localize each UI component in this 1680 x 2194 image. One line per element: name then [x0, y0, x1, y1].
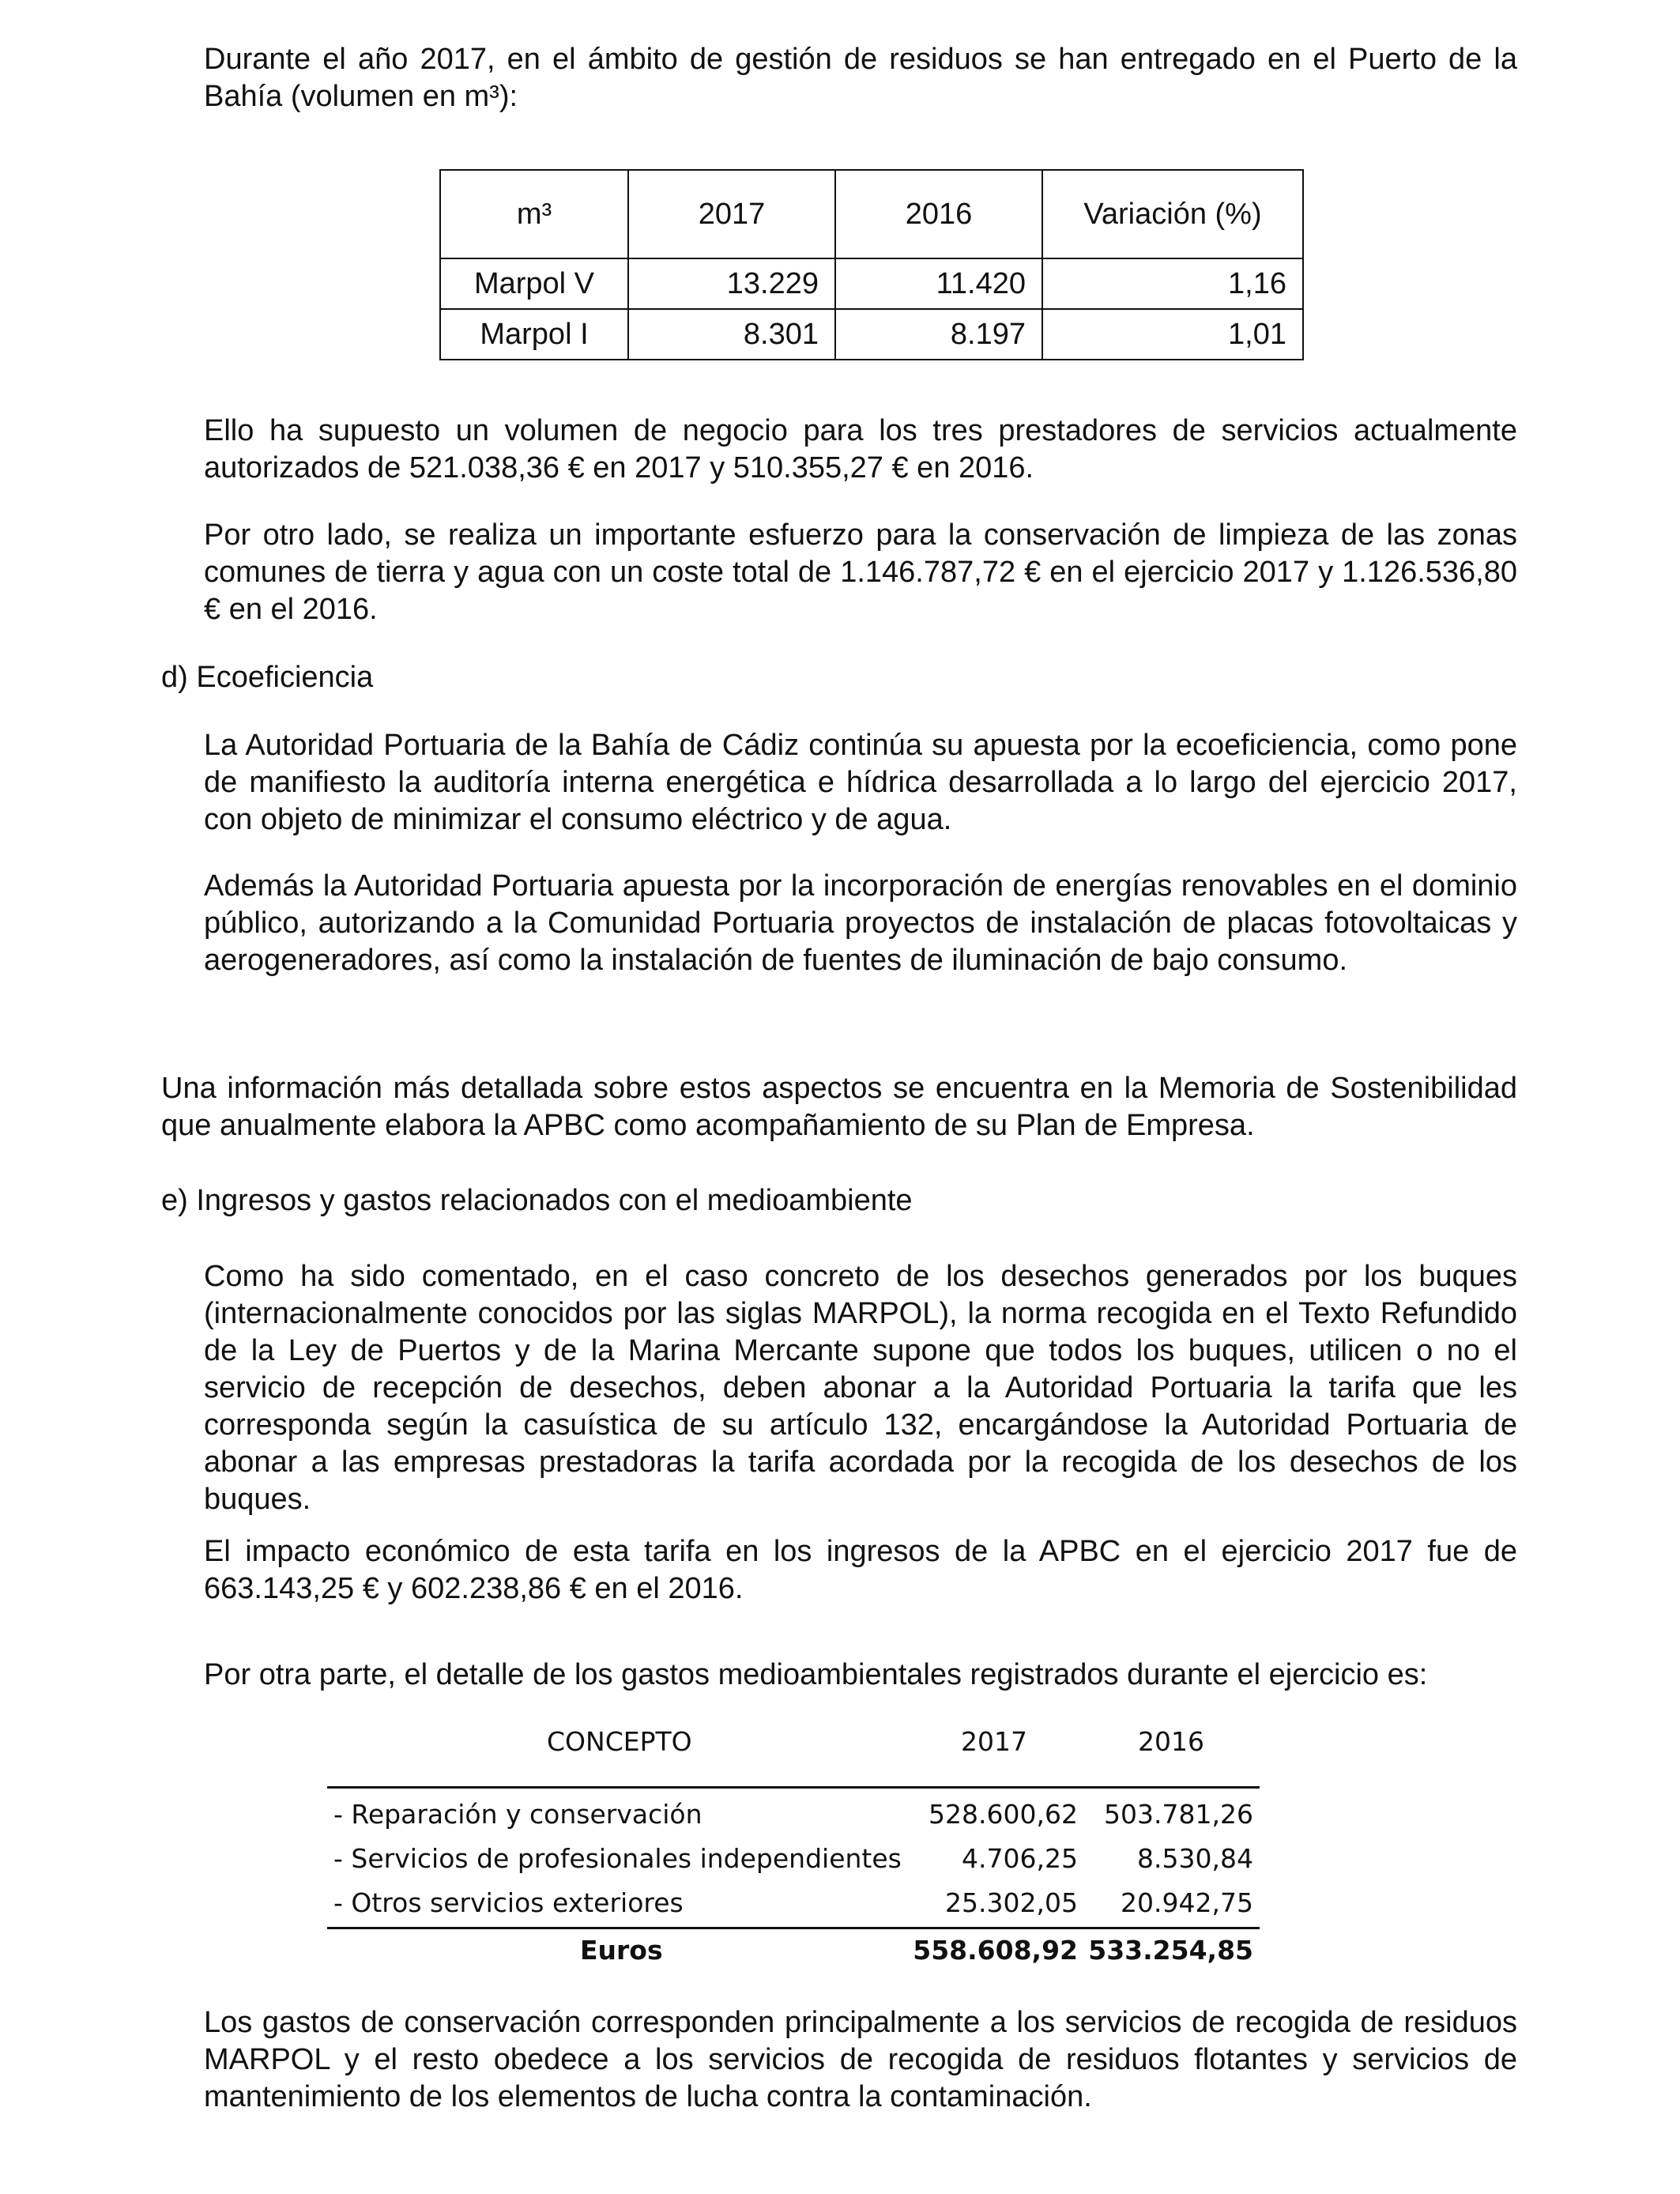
cleaning-cost-paragraph: Por otro lado, se realiza un importante esfuerzo para la conservación de limpieza de las zonas comunes de tierra y agua con un coste total de 1.146.787,72 € en el ejercicio 2017 y 1.126.536,80 € en el 2016.	[204, 518, 1517, 626]
table-row	[440, 258, 1303, 309]
table-total-row	[327, 1928, 1260, 1973]
column-header-concepto: CONCEPTO	[547, 1726, 692, 1757]
section-heading-e: e) Ingresos y gastos relacionados con el medioambiente	[161, 1184, 913, 1217]
table-row	[327, 1881, 1260, 1925]
intro-paragraph: Durante el año 2017, en el ámbito de gestión de residuos se han entregado en el Puerto de la Bahía (volumen en m³):	[204, 43, 1517, 113]
table-header-row	[440, 170, 1303, 258]
marpol-paragraph: Como ha sido comentado, en el caso concreto de los desechos generados por los buques (internacionalmente conocidos por las siglas MARPOL), la norma recogida en el Texto Refundido de la Ley de Puertos y de la Marina Mercante supone que todos los buques, utilicen o no el servicio de recepción de desechos, deben abonar a la Autoridad Portuaria la tarifa que les corresponda según la casuística de su artículo 132, encargándose la Autoridad Portuaria de abonar a las empresas prestadoras la tarifa acordada por la recogida de los desechos de los buques.	[204, 1260, 1517, 1516]
cell-2016: 8.197	[835, 309, 1042, 360]
value-2017-cell: 4.706,25	[962, 1843, 1078, 1874]
section-heading-d: d) Ecoeficiencia	[161, 661, 374, 694]
table-top-rule	[327, 1786, 1260, 1789]
cell-variation: 1,01	[1042, 309, 1303, 360]
header-cell: 2016	[835, 170, 1042, 258]
row-label: Marpol V	[440, 258, 628, 309]
total-label: Euros	[580, 1935, 663, 1966]
table-row	[440, 309, 1303, 360]
expenses-intro-paragraph: Por otra parte, el detalle de los gastos medioambientales registrados durante el ejercicio es:	[204, 1658, 1428, 1691]
cell-2017: 13.229	[628, 258, 835, 309]
value-2017-cell: 25.302,05	[945, 1887, 1078, 1918]
cell-2016: 11.420	[835, 258, 1042, 309]
table-row	[327, 1793, 1260, 1837]
concept-cell: - Servicios de profesionales independientes	[333, 1843, 902, 1874]
row-label: Marpol I	[440, 309, 628, 360]
value-2016-cell: 20.942,75	[1121, 1887, 1253, 1918]
column-header-2016: 2016	[1138, 1726, 1204, 1757]
table-row	[327, 1837, 1260, 1881]
waste-volume-table	[439, 169, 1304, 360]
business-volume-paragraph: Ello ha supuesto un volumen de negocio para los tres prestadores de servicios actualmente autorizados de 521.038,36 € en 2017 y 510.355,27 € en 2016.	[204, 414, 1517, 484]
header-cell: 2017	[628, 170, 835, 258]
header-cell: Variación (%)	[1042, 170, 1303, 258]
ecoefficiency-paragraph: La Autoridad Portuaria de la Bahía de Cádiz continúa su apuesta por la ecoeficiencia, como pone de manifiesto la auditoría interna energética e hídrica desarrollada a lo largo del ejercicio 2017, con objeto de minimizar el consumo eléctrico y de agua.	[204, 729, 1517, 836]
renewables-paragraph: Además la Autoridad Portuaria apuesta por la incorporación de energías renovables en el dominio público, autorizando a la Comunidad Portuaria proyectos de instalación de placas fotovoltaicas y aerogeneradores, así como la instalación de fuentes de iluminación de bajo consumo.	[204, 869, 1517, 977]
concept-cell: - Otros servicios exteriores	[333, 1887, 684, 1918]
column-header-2017: 2017	[961, 1726, 1027, 1757]
sustainability-report-paragraph: Una información más detallada sobre estos aspectos se encuentra en la Memoria de Sostenibilidad que anualmente elabora la APBC como acompañamiento de su Plan de Empresa.	[161, 1072, 1517, 1142]
cell-variation: 1,16	[1042, 258, 1303, 309]
concept-cell: - Reparación y conservación	[333, 1799, 703, 1830]
value-2017-cell: 528.600,62	[929, 1799, 1078, 1830]
conclusion-paragraph: Los gastos de conservación corresponden principalmente a los servicios de recogida de residuos MARPOL y el resto obedece a los servicios de recogida de residuos flotantes y servicios de mantenimiento de los elementos de lucha contra la contaminación.	[204, 2006, 1517, 2113]
economic-impact-paragraph: El impacto económico de esta tarifa en los ingresos de la APBC en el ejercicio 2017 fue de 663.143,25 € y 602.238,86 € en el 2016.	[204, 1535, 1517, 1605]
value-2016-cell: 8.530,84	[1137, 1843, 1253, 1874]
cell-2017: 8.301	[628, 309, 835, 360]
total-2016: 533.254,85	[1088, 1935, 1253, 1966]
value-2016-cell: 503.781,26	[1104, 1799, 1253, 1830]
total-2017: 558.608,92	[913, 1935, 1078, 1966]
header-cell: m³	[440, 170, 628, 258]
